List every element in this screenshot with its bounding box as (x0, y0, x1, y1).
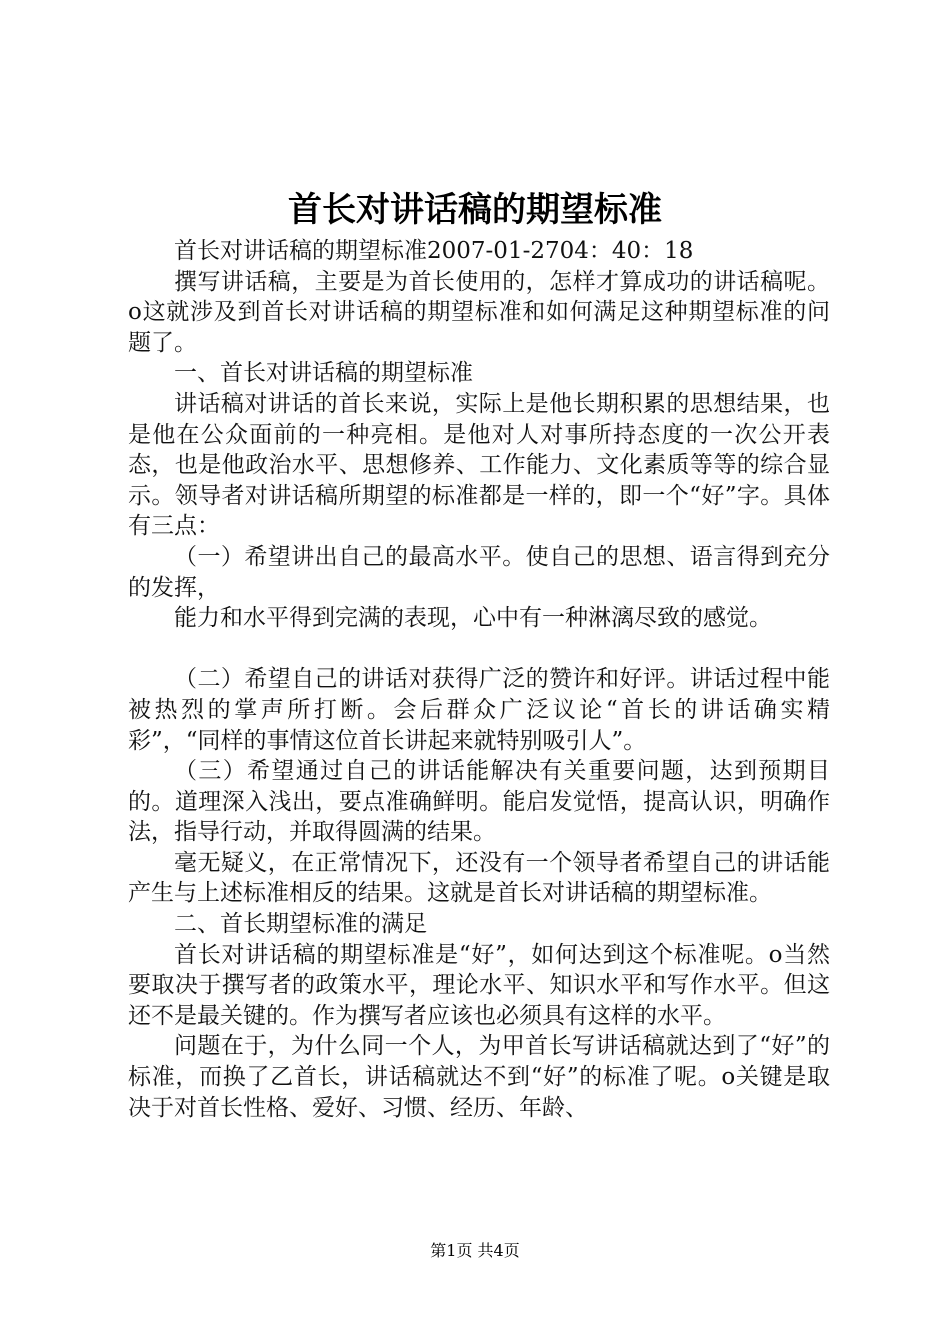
list-item-1: （一）希望讲出自己的最高水平。使自己的思想、语言得到充分的发挥， (128, 543, 830, 601)
paragraph-dateline: 首长对讲话稿的期望标准2007-01-2704：40：18 (174, 238, 694, 264)
paragraph: 首长对讲话稿的期望标准是“好”，如何达到这个标准呢。o当然要取决于撰写者的政策水平，理论水平、知识水平和写作水平。但这还不是最关键的。作为撰写者应该也必须具有这样的水平。 (128, 941, 830, 1029)
section-heading-2: 二、首长期望标准的满足 (174, 911, 427, 938)
section-heading-1: 一、首长对讲话稿的期望标准 (174, 360, 473, 387)
page-number-footer: 第1页 共4页 (430, 1241, 520, 1260)
paragraph: 讲话稿对讲话的首长来说，实际上是他长期积累的思想结果，也是他在公众面前的一种亮相。是他对人对事所持态度的一次公开表态，也是他政治水平、思想修养、工作能力、文化素质等等的综合显示。领导者对讲话稿所期望的标准都是一样的，即一个“好”字。具体有三点： (128, 390, 830, 540)
list-item-2: （二）希望自己的讲话对获得广泛的赞许和好评。讲话过程中能被热烈的掌声所打断。会后群众广泛议论“首长的讲话确实精彩”，“同样的事情这位首长讲起来就特别吸引人”。 (128, 666, 830, 754)
blank-line (128, 634, 830, 665)
paragraph: 问题在于，为什么同一个人，为甲首长写讲话稿就达到了“好”的标准，而换了乙首长，讲话稿就达不到“好”的标准了呢。o关键是取决于对首长性格、爱好、习惯、经历、年龄、 (128, 1033, 830, 1121)
paragraph: 毫无疑义，在正常情况下，还没有一个领导者希望自己的讲话能产生与上述标准相反的结果。这就是首长对讲话稿的期望标准。 (128, 849, 830, 907)
document-title: 首长对讲话稿的期望标准 (288, 190, 662, 230)
document-body (128, 236, 830, 1123)
paragraph: 能力和水平得到完满的表现，心中有一种淋漓尽致的感觉。 (174, 605, 772, 632)
list-item-3: （三）希望通过自己的讲话能解决有关重要问题，达到预期目的。道理深入浅出，要点准确鲜明。能启发觉悟，提高认识，明确作法，指导行动，并取得圆满的结果。 (128, 758, 830, 846)
paragraph-intro: 撰写讲话稿，主要是为首长使用的，怎样才算成功的讲话稿呢。o这就涉及到首长对讲话稿的期望标准和如何满足这种期望标准的问题了。 (128, 268, 830, 356)
